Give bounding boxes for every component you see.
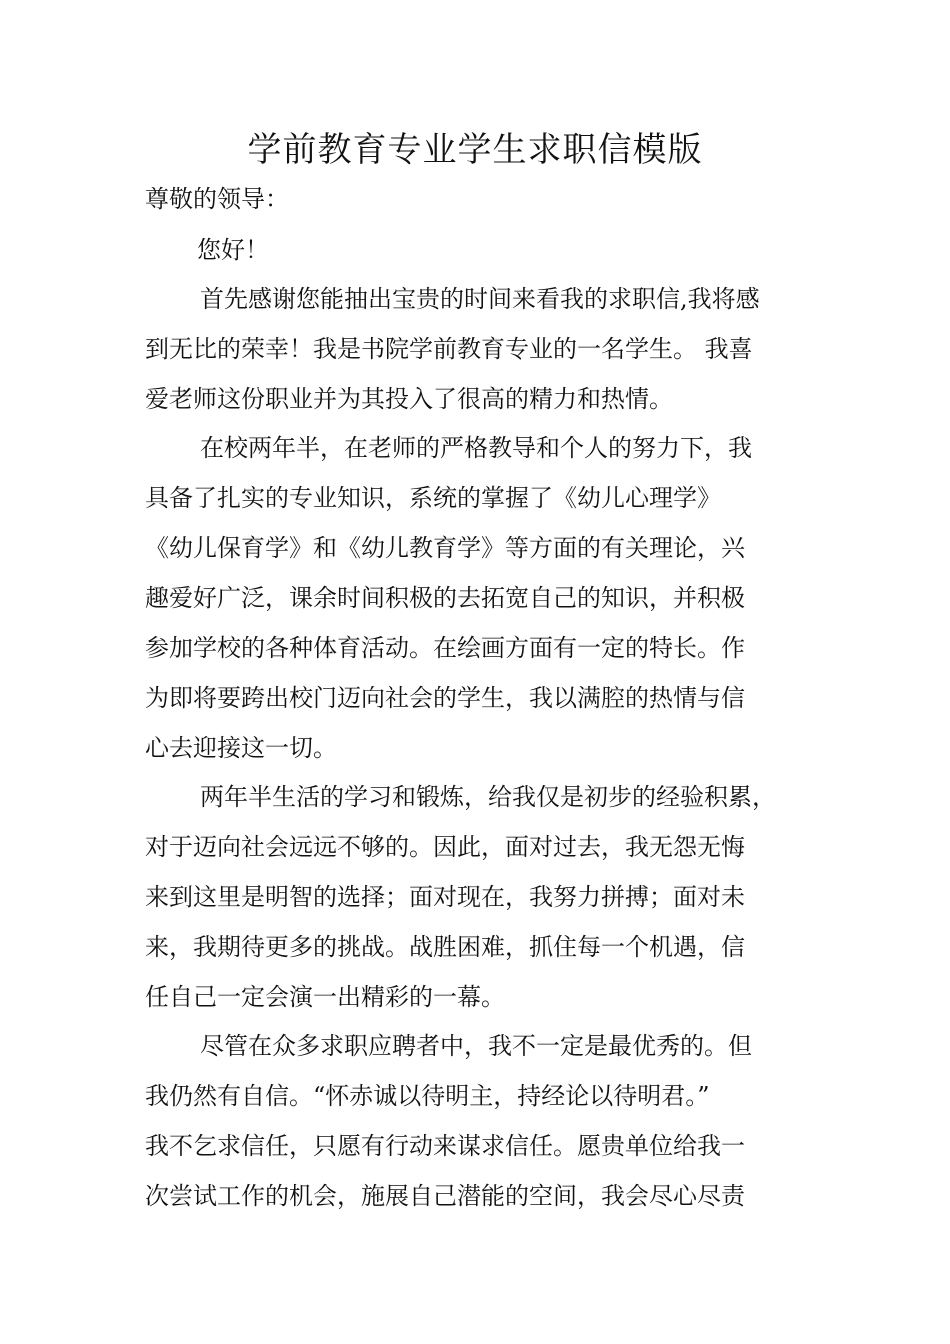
paragraph-line: 首先感谢您能抽出宝贵的时间来看我的求职信,我将感 [200,285,760,313]
paragraph-line: 参加学校的各种体育活动。在绘画方面有一定的特长。作 [145,634,745,662]
paragraph-line: 《幼儿保育学》和《幼儿教育学》等方面的有关理论，兴 [145,534,745,562]
paragraph-line: 次尝试工作的机会，施展自己潜能的空间，我会尽心尽责 [145,1182,745,1210]
paragraph-line: 来到这里是明智的选择；面对现在，我努力拼搏；面对未 [145,883,745,911]
paragraph-line: 到无比的荣幸！我是书院学前教育专业的一名学生。 我喜 [145,335,753,363]
paragraph-line: 心去迎接这一切。 [145,734,337,762]
document-title: 学前教育专业学生求职信模版 [247,130,703,170]
greeting: 您好！ [197,236,269,264]
paragraph-line: 两年半生活的学习和锻炼，给我仅是初步的经验积累， [200,783,776,811]
paragraph-line: 在校两年半，在老师的严格教导和个人的努力下，我 [200,434,752,462]
paragraph-line: 对于迈向社会远远不够的。因此，面对过去，我无怨无悔 [145,833,745,861]
paragraph-line: 来，我期待更多的挑战。战胜困难，抓住每一个机遇，信 [145,933,745,961]
paragraph-line: 为即将要跨出校门迈向社会的学生，我以满腔的热情与信 [145,684,745,712]
paragraph-line: 我不乞求信任，只愿有行动来谋求信任。愿贵单位给我一 [145,1132,745,1160]
paragraph-line: 尽管在众多求职应聘者中，我不一定是最优秀的。但 [200,1032,752,1060]
paragraph-line: 我仍然有自信。“怀赤诚以待明主，持经论以待明君。” [145,1082,710,1110]
paragraph-line: 任自己一定会演一出精彩的一幕。 [145,983,505,1011]
paragraph-line: 具备了扎实的专业知识，系统的掌握了《幼儿心理学》 [145,484,721,512]
paragraph-line: 爱老师这份职业并为其投入了很高的精力和热情。 [145,385,673,413]
salutation: 尊敬的领导： [145,185,289,213]
paragraph-line: 趣爱好广泛，课余时间积极的去拓宽自己的知识，并积极 [145,584,745,612]
